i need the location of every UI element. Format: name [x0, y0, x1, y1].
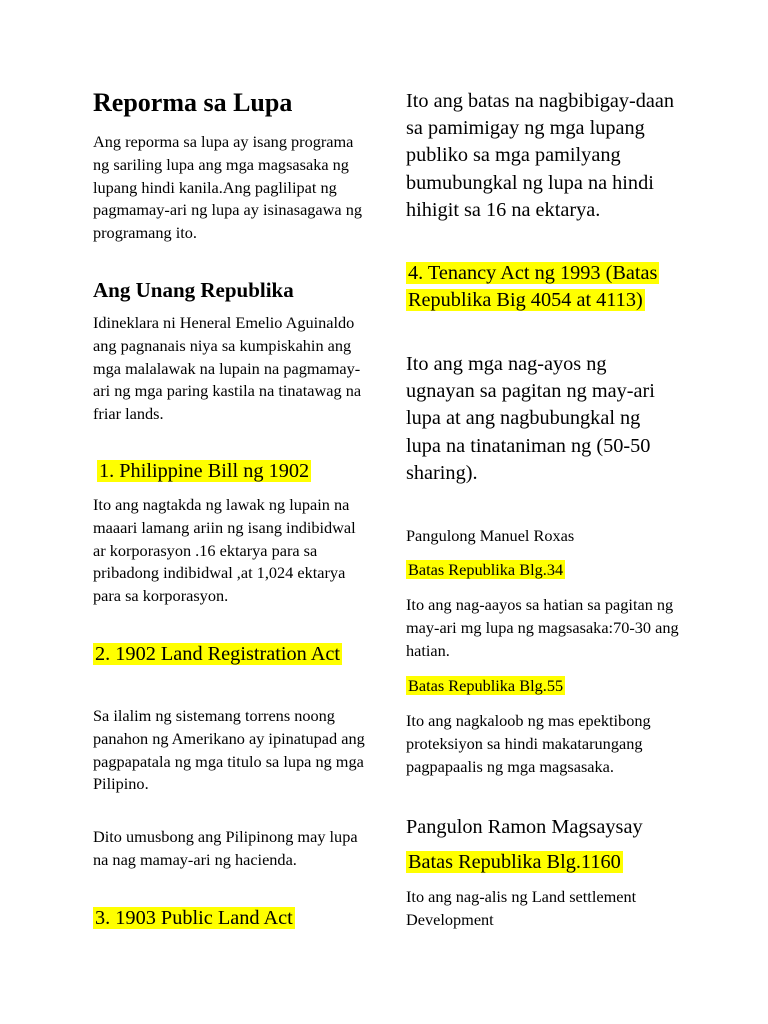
- heading-ra-55: [406, 675, 565, 698]
- ra-1160-paragraph: Ito ang nag-alis ng Land settlement Development: [406, 887, 637, 929]
- heading-public-land-act: [93, 905, 295, 932]
- heading-tenancy-act-text: 4. Tenancy Act ng 1993 (Batas Republika Big 4054 at 4113): [408, 262, 658, 312]
- ra-34-paragraph: Ito ang nag-aayos sa hatian sa pagitan ng may-ari mg lupa ng magsasaka:70-30 ang hatian.: [406, 595, 679, 660]
- ra-55-paragraph: Ito ang nagkaloob ng mas epektibong proteksiyon sa hindi makatarungang pagpapaalis ng mga magsasaka.: [406, 711, 651, 776]
- tenancy-act-paragraph: Ito ang mga nag-ayos ng ugnayan sa pagitan ng may-ari lupa at ang nagbubungkal ng lupa na tinataniman ng (50-50 sharing).: [406, 353, 655, 484]
- heading-ra-34-text: Batas Republika Blg.34: [408, 560, 564, 579]
- page-title: Reporma sa Lupa: [93, 88, 293, 117]
- philippine-bill-paragraph: Ito ang nagtakda ng lawak ng lupain na maaari lamang ariin ng isang indibidwal ar korporasyon .16 ektarya para sa pribadong indibidwal ,at 1,024 ektarya para sa korporasyon.: [93, 495, 356, 606]
- heading-ra-34: [406, 559, 565, 582]
- subheading-first-republic: Ang Unang Republika: [93, 278, 294, 302]
- heading-tenancy-act: [406, 260, 668, 314]
- heading-land-registration: [93, 641, 343, 668]
- first-republic-paragraph: Idineklara ni Heneral Emelio Aguinaldo ang pagnanais niya sa kumpiskahin ang mga malalawak na lupain na pagmamay-ari ng mga paring kastila na tinatawag na friar lands.: [93, 313, 362, 424]
- heading-ra-55-text: Batas Republika Blg.55: [408, 676, 564, 695]
- land-registration-paragraph-1: Sa ilalim ng sistemang torrens noong panahon ng Amerikano ay ipinatupad ang pagpapatala ng mga titulo sa lupa ng mga Pilipino.: [93, 706, 365, 794]
- public-land-act-paragraph: Ito ang batas na nagbibigay-daan sa pamimigay ng mga lupang publiko sa mga pamilyang bumubungkal ng lupa na hindi hihigit sa 16 na ektarya.: [406, 90, 675, 221]
- intro-paragraph: Ang reporma sa lupa ay isang programa ng sariling lupa ang mga magsasaka ng lupang hindi kanila.Ang paglilipat ng pagmamay-ari ng lupa ay isinasagawa ng programang ito.: [93, 132, 362, 243]
- president-magsaysay: Pangulon Ramon Magsaysay: [406, 816, 643, 838]
- heading-ra-1160: [406, 849, 623, 876]
- president-roxas: Pangulong Manuel Roxas: [406, 526, 575, 545]
- heading-public-land-act-text: 3. 1903 Public Land Act: [95, 907, 293, 929]
- land-registration-paragraph-2: Dito umusbong ang Pilipinong may lupa na nag mamay-ari ng hacienda.: [93, 827, 358, 869]
- heading-philippine-bill-text: 1. Philippine Bill ng 1902: [99, 460, 310, 482]
- heading-land-registration-text: 2. 1902 Land Registration Act: [95, 643, 341, 665]
- heading-philippine-bill: [97, 458, 311, 485]
- heading-ra-1160-text: Batas Republika Blg.1160: [408, 851, 621, 873]
